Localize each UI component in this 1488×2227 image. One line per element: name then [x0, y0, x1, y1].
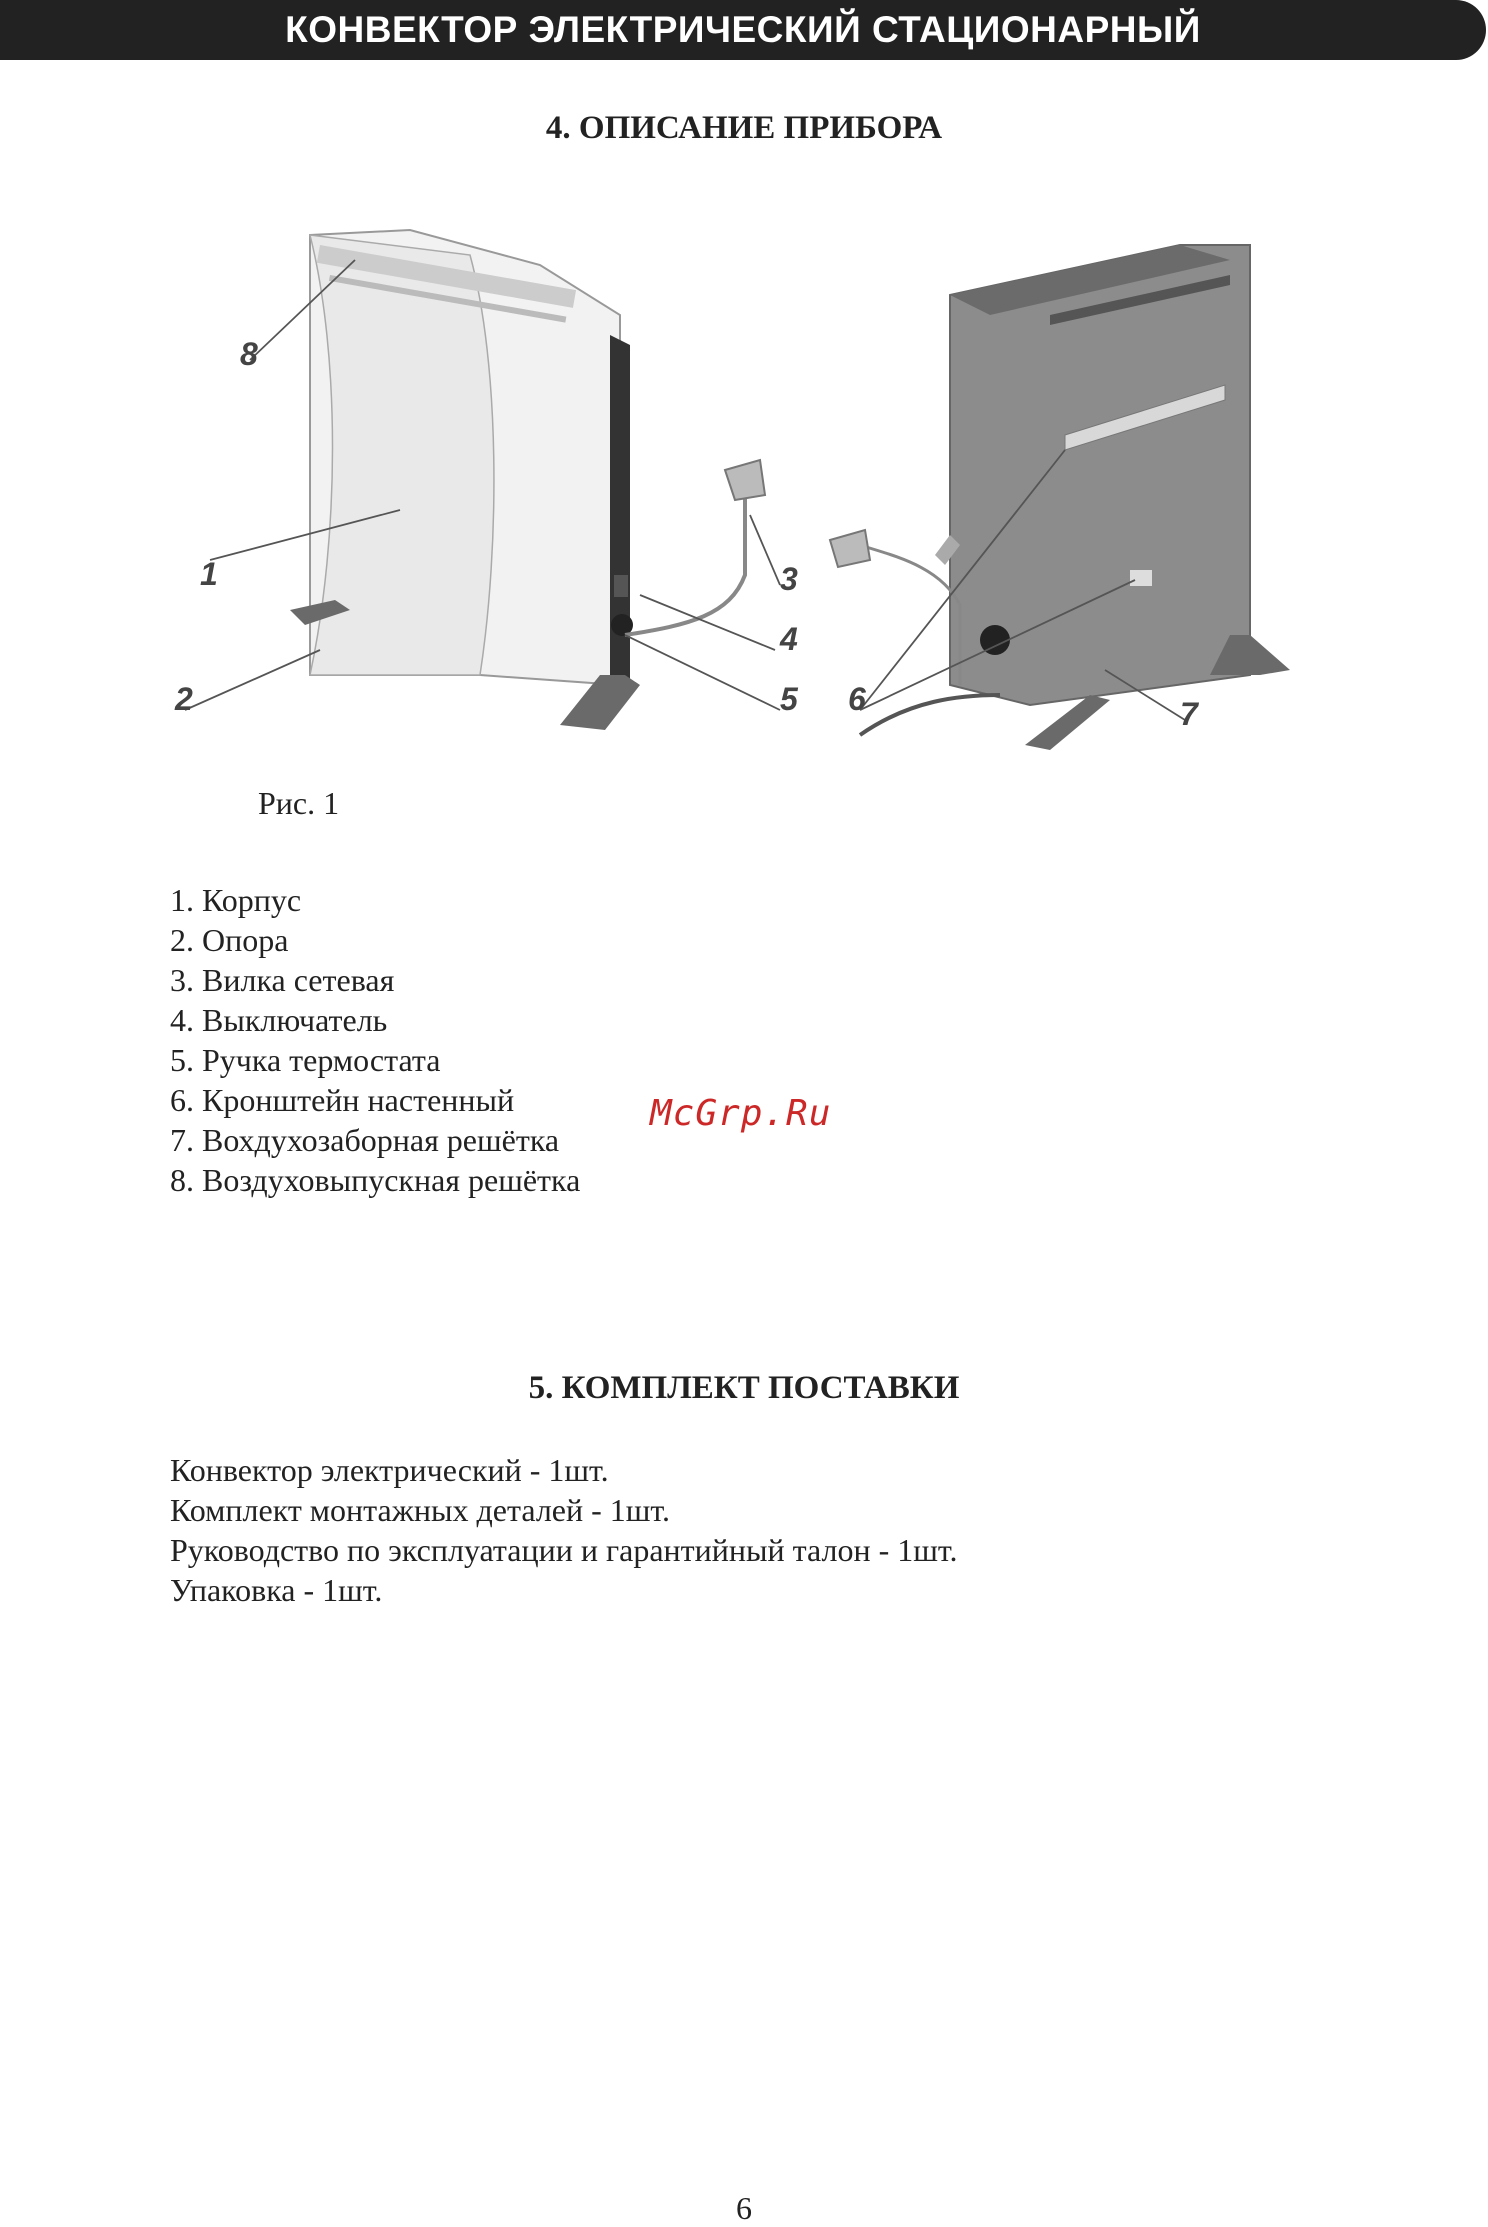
figure-caption: Рис. 1: [258, 785, 340, 821]
list-item: 5. Ручка термостата: [170, 1042, 441, 1078]
list-item: 8. Воздуховыпускная решётка: [170, 1162, 581, 1198]
parts-list: [170, 880, 580, 1200]
list-item: Упаковка - 1шт.: [170, 1572, 383, 1608]
list-item: 7. Вохдухозаборная решётка: [170, 1122, 560, 1158]
list-item: Комплект монтажных деталей - 1шт.: [170, 1492, 670, 1528]
figure-label-4: 4: [780, 621, 798, 657]
figure-label-3: 3: [780, 561, 798, 597]
section-5-heading: 5. КОМПЛЕКТ ПОСТАВКИ: [528, 1370, 960, 1406]
list-item: 4. Выключатель: [170, 1002, 388, 1038]
list-item: 6. Кронштейн настенный: [170, 1082, 515, 1118]
figure-label-2: 2: [175, 681, 193, 717]
list-item: 2. Опора: [170, 922, 289, 958]
figure-label-1: 1: [200, 556, 218, 592]
list-item: 3. Вилка сетевая: [170, 962, 395, 998]
front-view: [290, 230, 765, 730]
figure-label-5: 5: [780, 681, 798, 717]
header-banner: [0, 0, 1486, 60]
page-number: 6: [736, 2190, 752, 2226]
figure-label-8: 8: [240, 336, 258, 372]
device-figure: [170, 205, 1330, 765]
section-4-heading: 4. ОПИСАНИЕ ПРИБОРА: [545, 110, 943, 146]
list-item: Конвектор электрический - 1шт.: [170, 1452, 609, 1488]
back-view: [830, 245, 1290, 750]
kit-list: [170, 1450, 957, 1610]
watermark: McGrp.Ru: [650, 1093, 832, 1134]
figure-label-6: 6: [848, 681, 866, 717]
list-item: 1. Корпус: [170, 882, 302, 918]
header-title: КОНВЕКТОР ЭЛЕКТРИЧЕСКИЙ СТАЦИОНАРНЫЙ: [285, 9, 1201, 50]
figure-label-7: 7: [1180, 696, 1198, 732]
list-item: Руководство по эксплуатации и гарантийный талон - 1шт.: [170, 1532, 958, 1568]
